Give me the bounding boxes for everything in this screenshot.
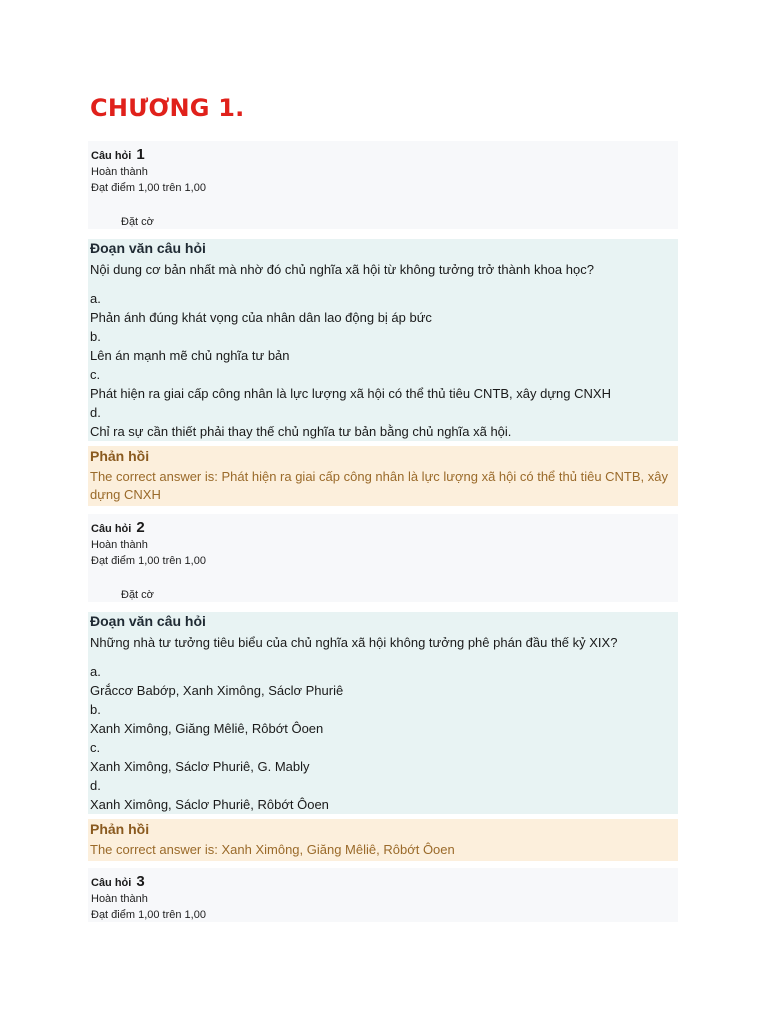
question-label: Câu hỏi (91, 150, 132, 162)
question-label: Câu hỏi (91, 877, 132, 889)
question-number: 3 (136, 873, 145, 890)
question-number-line (91, 519, 145, 536)
option-letter: d. (90, 778, 101, 793)
question-info-1 (88, 141, 678, 229)
question-prompt: Nội dung cơ bản nhất mà nhờ đó chủ nghĩa xã hội từ không tưởng trở thành khoa học? (90, 262, 594, 277)
feedback-2 (88, 819, 678, 861)
question-number: 2 (136, 519, 145, 536)
option-text: Grắccơ Babớp, Xanh Ximông, Sáclơ Phuriê (90, 683, 344, 698)
feedback-heading: Phản hồi (90, 448, 150, 464)
feedback-1 (88, 446, 678, 506)
question-text-1 (88, 239, 678, 441)
question-number-line (91, 873, 145, 890)
option-letter: c. (90, 740, 101, 755)
option-text: Xanh Ximông, Sáclơ Phuriê, Rôbớt Ôoen (90, 797, 329, 812)
option-letter: d. (90, 405, 101, 420)
option-text: Chỉ ra sự cần thiết phải thay thế chủ nghĩa tư bản bằng chủ nghĩa xã hội. (90, 424, 512, 439)
option-text: Lên án mạnh mẽ chủ nghĩa tư bản (90, 348, 290, 363)
question-number: 1 (136, 146, 145, 163)
feedback-text: The correct answer is: Phát hiện ra giai cấp công nhân là lực lượng xã hội có thể thủ tiêu CNTB, xây dựng CNXH (90, 469, 668, 502)
question-grade: Đạt điểm 1,00 trên 1,00 (91, 909, 206, 921)
question-text-heading: Đoạn văn câu hỏi (90, 240, 206, 256)
feedback-heading: Phản hồi (90, 821, 150, 837)
chapter-title: CHƯƠNG 1. (90, 94, 245, 122)
question-label: Câu hỏi (91, 523, 132, 535)
option-letter: c. (90, 367, 101, 382)
question-grade: Đạt điểm 1,00 trên 1,00 (91, 182, 206, 194)
question-info-2 (88, 514, 678, 602)
question-state: Hoàn thành (91, 539, 148, 551)
question-info-3 (88, 868, 678, 922)
feedback-text: The correct answer is: Xanh Ximông, Giăng Mêliê, Rôbớt Ôoen (90, 842, 455, 857)
option-letter: b. (90, 329, 101, 344)
flag-question-link[interactable]: Đặt cờ (121, 216, 154, 228)
question-prompt: Những nhà tư tưởng tiêu biểu của chủ nghĩa xã hội không tưởng phê phán đầu thế kỷ XIX? (90, 635, 618, 650)
option-text: Xanh Ximông, Sáclơ Phuriê, G. Mably (90, 759, 310, 774)
question-grade: Đạt điểm 1,00 trên 1,00 (91, 555, 206, 567)
question-number-line (91, 146, 145, 163)
question-text-2 (88, 612, 678, 814)
question-state: Hoàn thành (91, 166, 148, 178)
option-letter: a. (90, 291, 101, 306)
option-text: Xanh Ximông, Giăng Mêliê, Rôbớt Ôoen (90, 721, 324, 736)
flag-question-link[interactable]: Đặt cờ (121, 589, 154, 601)
question-state: Hoàn thành (91, 893, 148, 905)
question-text-heading: Đoạn văn câu hỏi (90, 613, 206, 629)
option-letter: a. (90, 664, 101, 679)
option-text: Phát hiện ra giai cấp công nhân là lực lượng xã hội có thể thủ tiêu CNTB, xây dựng CNXH (90, 386, 611, 401)
option-text: Phản ánh đúng khát vọng của nhân dân lao động bị áp bức (90, 310, 432, 325)
option-letter: b. (90, 702, 101, 717)
